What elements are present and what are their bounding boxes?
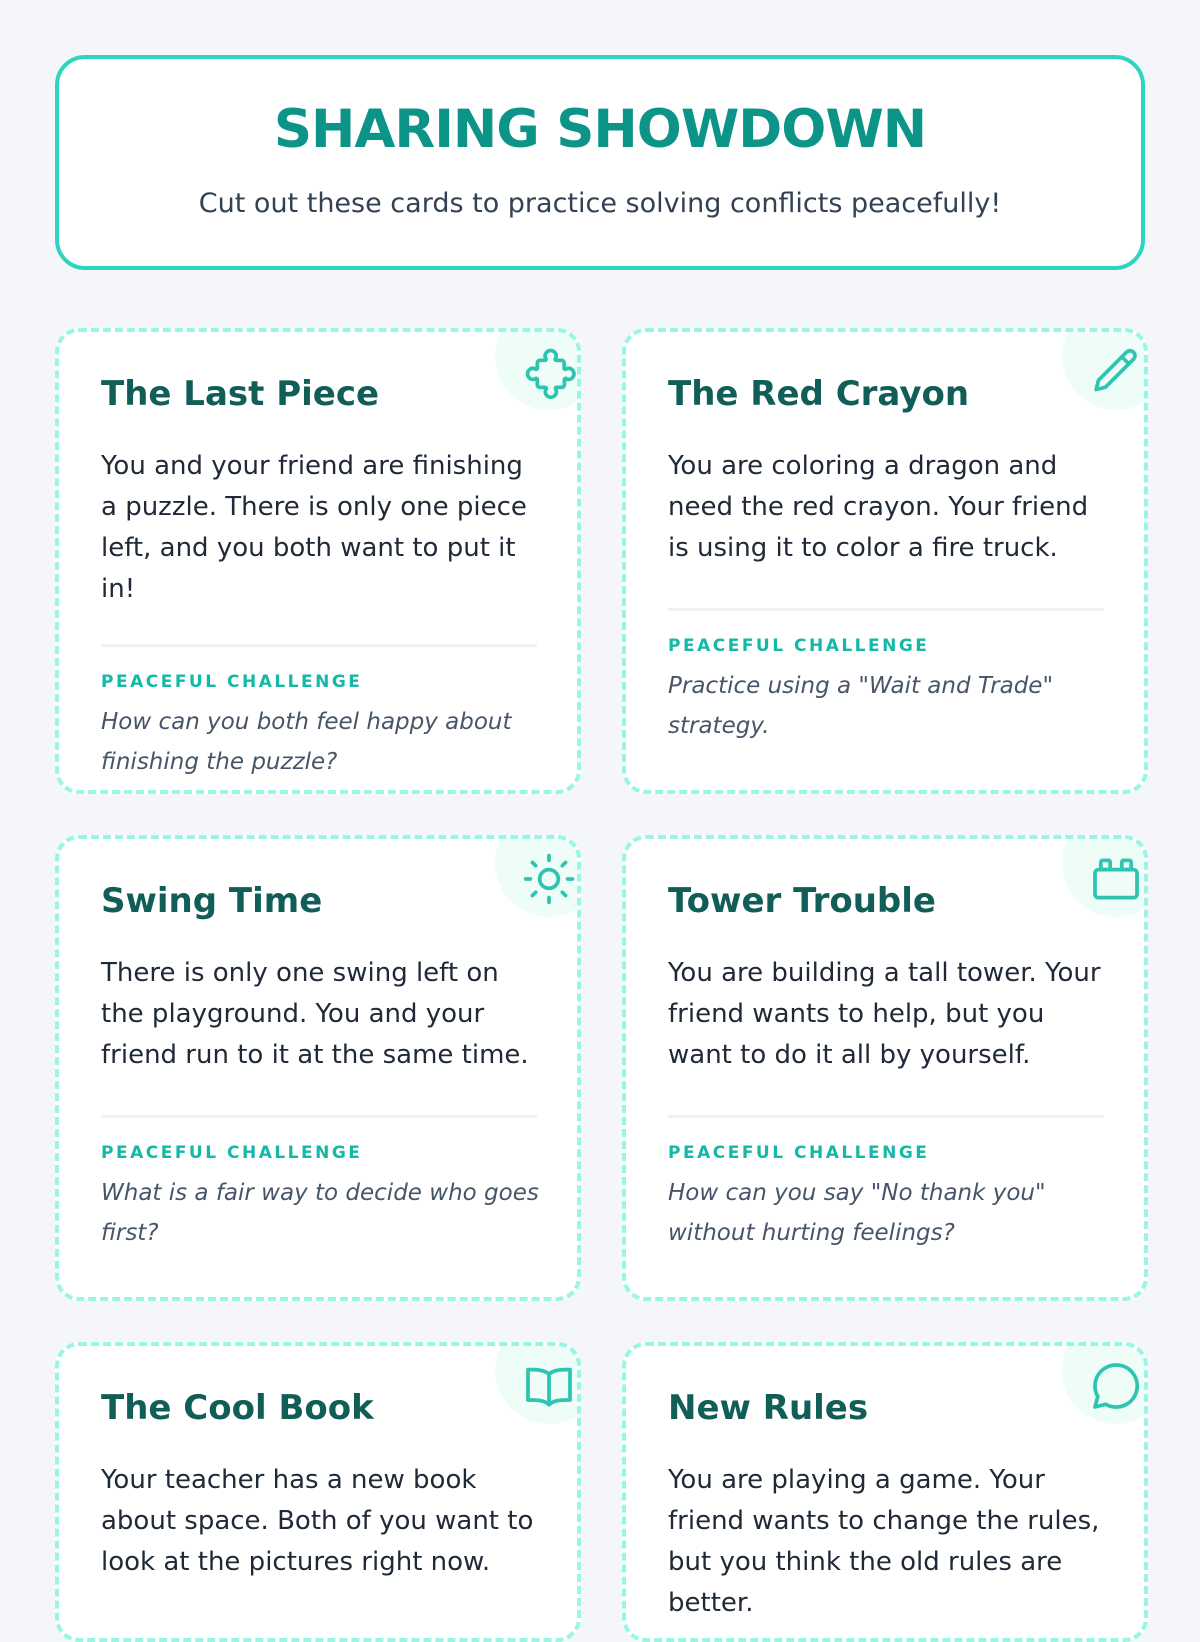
card-title: The Red Crayon [668,374,970,414]
card-description: There is only one swing left on the playground. You and your friend run to it at the same time. [101,958,529,1070]
card-description: Your teacher has a new book about space. Both of you want to look at the pictures right now. [101,1465,534,1577]
card-description: You are playing a game. Your friend wants to change the rules, but you think the old rules are better. [668,1465,1100,1618]
challenge-text: How can you say "No thank you" without hurting feelings? [668,1180,1046,1246]
card-description: You are coloring a dragon and need the red crayon. Your friend is using it to color a fire truck. [668,451,1089,563]
scenario-card [622,328,1148,794]
scenario-card [55,1342,581,1642]
card-description: You and your friend are finishing a puzzle. There is only one piece left, and you both want to put it in! [101,451,527,604]
puzzle-icon [521,344,577,400]
challenge-text: How can you both feel happy about finishing the puzzle? [101,709,512,775]
challenge-text: Practice using a "Wait and Trade" strategy. [668,673,1054,739]
speech-bubble-icon [1088,1358,1144,1414]
page-subtitle: Cut out these cards to practice solving conflicts peacefully! [198,188,1002,219]
scenario-card [622,1342,1148,1642]
scenario-card [55,835,581,1301]
card-divider [668,608,1104,611]
page-title: SHARING SHOWDOWN [273,99,927,160]
card-title: New Rules [668,1388,869,1428]
card-divider [101,1115,537,1118]
challenge-label: PEACEFUL CHALLENGE [668,636,930,656]
scenario-card [55,328,581,794]
card-title: Tower Trouble [668,881,936,921]
scenario-card [622,835,1148,1301]
card-icon-badge [1062,1342,1148,1424]
card-title: The Cool Book [101,1388,374,1428]
block-icon [1088,851,1144,907]
challenge-label: PEACEFUL CHALLENGE [101,672,363,692]
card-divider [101,644,537,647]
challenge-label: PEACEFUL CHALLENGE [668,1143,930,1163]
challenge-text: What is a fair way to decide who goes first? [101,1180,539,1246]
challenge-label: PEACEFUL CHALLENGE [101,1143,363,1163]
card-description: You are building a tall tower. Your friend wants to help, but you want to do it all by yourself. [668,958,1101,1070]
card-title: Swing Time [101,881,323,921]
card-icon-badge [1062,328,1148,410]
card-divider [668,1115,1104,1118]
card-icon-badge [1062,835,1148,917]
pencil-icon [1088,344,1144,400]
card-icon-badge [495,328,581,410]
header-card [55,55,1145,270]
book-icon [521,1358,577,1414]
card-icon-badge [495,835,581,917]
card-title: The Last Piece [101,374,380,414]
sun-icon [521,851,577,907]
card-icon-badge [495,1342,581,1424]
